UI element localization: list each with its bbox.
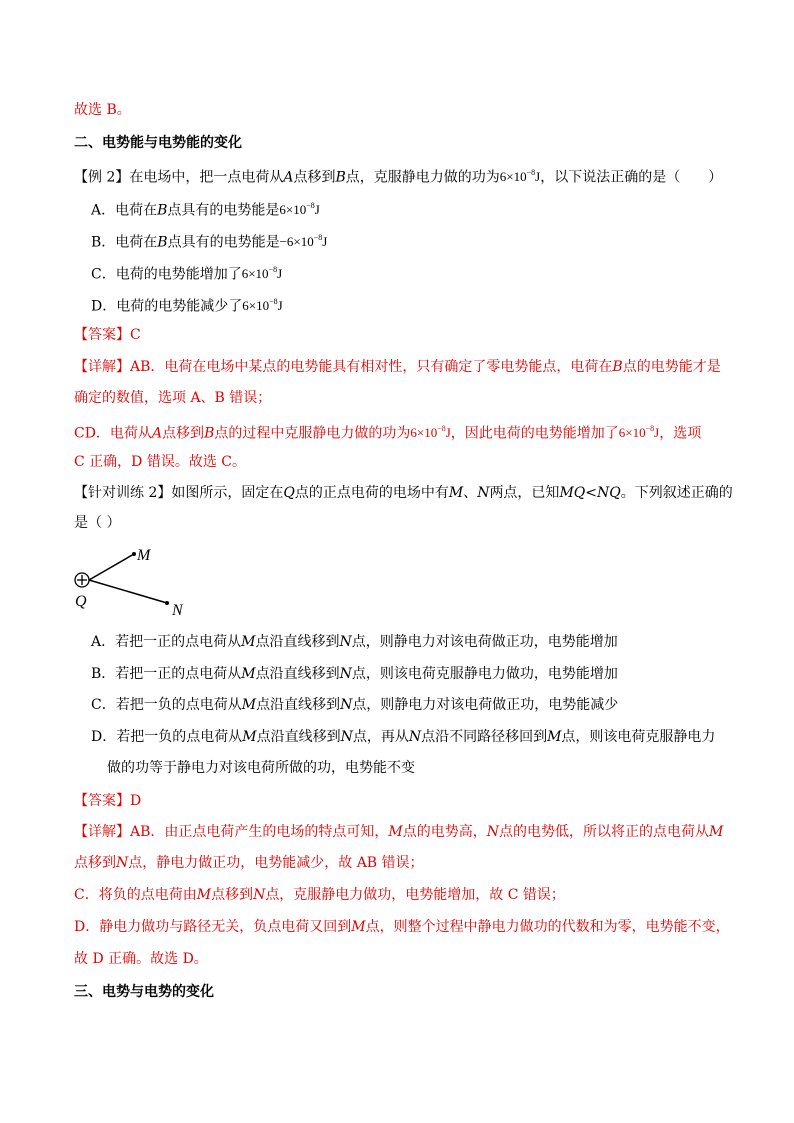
detail-1-line-2: 确定的数值，选项 A、B 错误； bbox=[74, 390, 272, 406]
point-n bbox=[165, 601, 169, 605]
line-q-to-m bbox=[89, 554, 134, 580]
label-n: N bbox=[172, 602, 183, 619]
detail-2-line-4: D．静电力做功与路径无关，负点电荷又回到M点，则整个过程中静电力做功的代数和为零，电势能不变， bbox=[74, 919, 730, 935]
label-q: Q bbox=[75, 593, 87, 610]
section-heading-3: 三、电势与电势的变化 bbox=[74, 984, 214, 1000]
detail-1-line-4: C 正确，D 错误。故选 C。 bbox=[74, 454, 246, 470]
training-2-stem-line-2: 是（ ） bbox=[74, 515, 121, 531]
point-m bbox=[132, 552, 136, 556]
detail-2-line-3: C．将负的点电荷由M点移到N点，克服静电力做功，电势能增加，故 C 错误； bbox=[74, 887, 565, 903]
option-a: A．电荷在B点具有的电势能是$6\times 10^{-8}J$ bbox=[91, 201, 320, 219]
detail-2-line-1: 【详解】AB．由正点电荷产生的电场的特点可知，M点的电势高，N点的电势低，所以将正的点电荷从M bbox=[74, 824, 724, 840]
answer-1: 【答案】C bbox=[74, 327, 141, 343]
q2-option-a: A．若把一正的点电荷从M点沿直线移到N点，则静电力对该电荷做正功，电势能增加 bbox=[91, 634, 618, 650]
option-b: B．电荷在B点具有的电势能是$-6\times 10^{-8}J$ bbox=[91, 233, 328, 251]
detail-1-line-1: 【详解】AB．电荷在电场中某点的电势能具有相对性，只有确定了零电势能点，电荷在B点的电势能才是 bbox=[74, 359, 721, 375]
q2-option-d: D．若把一负的点电荷从M点沿直线移到N点，再从N点沿不同路径移回到M点，则该电荷克服静电力 bbox=[91, 729, 716, 745]
example-2-stem: 【例 2】在电场中，把一点电荷从A点移到B点，克服静电力做的功为$6\times 10^{-8}J$，以下说法正确的是（ ） bbox=[74, 168, 723, 186]
answer-2: 【答案】D bbox=[74, 793, 142, 809]
training-2-stem: 【针对训练 2】如图所示，固定在Q点的正点电荷的电场中有M、N两点，已知MQ<NQ。下列叙述正确的 bbox=[74, 485, 733, 501]
option-c: C．电荷的电势能增加了$6\times 10^{-8}J$ bbox=[91, 265, 283, 283]
label-m: M bbox=[137, 547, 151, 564]
detail-2-line-5: 故 D 正确。故选 D。 bbox=[74, 951, 208, 967]
q2-option-c: C．若把一负的点电荷从M点沿直线移到N点，则静电力对该电荷做正功，电势能减少 bbox=[91, 697, 619, 713]
q2-option-b: B．若把一正的点电荷从M点沿直线移到N点，则该电荷克服静电力做功，电势能增加 bbox=[91, 666, 618, 682]
detail-1-line-3: CD．电荷从A点移到B点的过程中克服静电力做的功为$6\times 10^{-8}J$，因此电荷的电势能增加了$6\times 10^{-8}J$，选项 bbox=[74, 424, 702, 442]
detail-2-line-2: 点移到N点，静电力做正功，电势能减少，故 AB 错误； bbox=[74, 855, 424, 871]
section-heading-2: 二、电势能与电势能的变化 bbox=[74, 135, 242, 151]
line-q-to-n bbox=[89, 580, 167, 603]
q2-option-d-line-2: 做的功等于静电力对该电荷所做的功，电势能不变 bbox=[107, 760, 415, 776]
option-d: D．电荷的电势能减少了$6\times 10^{-8}J$ bbox=[91, 297, 283, 315]
answer-conclusion: 故选 B。 bbox=[74, 102, 131, 118]
charge-diagram bbox=[66, 540, 206, 620]
